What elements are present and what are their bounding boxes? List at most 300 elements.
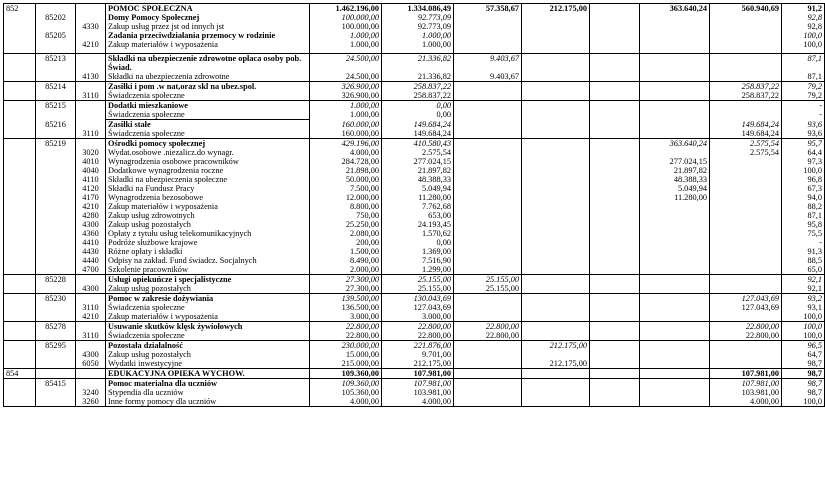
name-cell: Pozostała działalność <box>106 341 310 351</box>
paragraf-cell <box>76 341 106 351</box>
col8-cell <box>522 91 590 101</box>
table-row <box>4 72 825 82</box>
percent-cell: 87,1 <box>782 54 825 73</box>
table-row <box>4 229 825 238</box>
plan-cell: 136.500,00 <box>310 303 382 312</box>
col10-cell <box>640 229 710 238</box>
dzial-cell <box>4 211 36 220</box>
col9-cell <box>590 22 640 31</box>
col9-cell <box>590 350 640 359</box>
col10-cell <box>640 284 710 294</box>
col10-cell <box>640 54 710 73</box>
table-row <box>4 4 825 14</box>
name-cell: Zasiłki stałe <box>106 120 310 130</box>
col7-cell <box>454 157 522 166</box>
percent-cell: 91,2 <box>782 4 825 14</box>
paragraf-cell: 4210 <box>76 202 106 211</box>
col10-cell: 363.640,24 <box>640 4 710 14</box>
wykonanie-cell: 21.897,82 <box>382 166 454 175</box>
wykonanie-cell: 92.773,09 <box>382 22 454 31</box>
col8-cell <box>522 157 590 166</box>
plan-cell: 750,00 <box>310 211 382 220</box>
col7-cell <box>454 379 522 389</box>
wykonanie-cell: 1.299,00 <box>382 265 454 275</box>
col10-cell <box>640 247 710 256</box>
name-cell: Świadczenia społeczne <box>106 331 310 341</box>
col11-cell <box>710 202 782 211</box>
col11-cell <box>710 184 782 193</box>
percent-cell: 97,3 <box>782 157 825 166</box>
percent-cell: 93,6 <box>782 120 825 130</box>
wykonanie-cell: 92.773,09 <box>382 13 454 22</box>
paragraf-cell <box>76 120 106 130</box>
name-cell: Wydatki inwestycyjne <box>106 359 310 369</box>
col10-cell <box>640 265 710 275</box>
col7-cell <box>454 148 522 157</box>
table-row <box>4 379 825 389</box>
col11-cell <box>710 229 782 238</box>
col7-cell: 57.358,67 <box>454 4 522 14</box>
col9-cell <box>590 31 640 40</box>
table-row <box>4 322 825 332</box>
col7-cell <box>454 175 522 184</box>
plan-cell: 7.500,00 <box>310 184 382 193</box>
wykonanie-cell: 127.043,69 <box>382 303 454 312</box>
rozdzial-cell <box>36 166 76 175</box>
wykonanie-cell: 21.336,82 <box>382 72 454 82</box>
paragraf-cell: 4170 <box>76 193 106 202</box>
col9-cell <box>590 341 640 351</box>
wykonanie-cell: 277.024,15 <box>382 157 454 166</box>
col10-cell <box>640 22 710 31</box>
col8-cell <box>522 256 590 265</box>
wykonanie-cell: 149.684,24 <box>382 129 454 139</box>
col9-cell <box>590 129 640 139</box>
plan-cell: 215.000,00 <box>310 359 382 369</box>
rozdzial-cell <box>36 312 76 322</box>
plan-cell: 1.000,00 <box>310 40 382 49</box>
col11-cell: 107.981,00 <box>710 379 782 389</box>
col10-cell: 5.049,94 <box>640 184 710 193</box>
col9-cell <box>590 4 640 14</box>
name-cell: Świadczenia społeczne <box>106 303 310 312</box>
plan-cell: 27.300,00 <box>310 284 382 294</box>
paragraf-cell: 3260 <box>76 397 106 407</box>
table-row <box>4 265 825 275</box>
rozdzial-cell <box>36 247 76 256</box>
percent-cell: 96,8 <box>782 175 825 184</box>
col9-cell <box>590 139 640 149</box>
col7-cell <box>454 211 522 220</box>
name-cell: Zakup materiałów i wyposażenia <box>106 312 310 322</box>
dzial-cell <box>4 129 36 139</box>
wykonanie-cell: 25.155,00 <box>382 284 454 294</box>
plan-cell: 24.500,00 <box>310 72 382 82</box>
col10-cell <box>640 331 710 341</box>
col11-cell: 258.837,22 <box>710 91 782 101</box>
col7-cell: 22.800,00 <box>454 322 522 332</box>
rozdzial-cell <box>36 22 76 31</box>
paragraf-cell <box>76 31 106 40</box>
table-row <box>4 82 825 92</box>
table-row <box>4 350 825 359</box>
rozdzial-cell <box>36 4 76 14</box>
rozdzial-cell <box>36 193 76 202</box>
col10-cell <box>640 72 710 82</box>
col11-cell: 149.684,24 <box>710 129 782 139</box>
name-cell: Usuwanie skutków klęsk żywiołowych <box>106 322 310 332</box>
wykonanie-cell: 1.000,00 <box>382 31 454 40</box>
col10-cell: 21.897,82 <box>640 166 710 175</box>
budget-table <box>3 3 825 407</box>
plan-cell: 4.000,00 <box>310 397 382 407</box>
rozdzial-cell <box>36 175 76 184</box>
col11-cell: 127.043,69 <box>710 303 782 312</box>
col7-cell <box>454 91 522 101</box>
plan-cell: 22.800,00 <box>310 331 382 341</box>
name-cell: Stypendia dla uczniów <box>106 388 310 397</box>
col9-cell <box>590 247 640 256</box>
col10-cell <box>640 294 710 304</box>
table-row <box>4 312 825 322</box>
wykonanie-cell: 3.000,00 <box>382 312 454 322</box>
col8-cell <box>522 193 590 202</box>
name-cell: Inne formy pomocy dla uczniów <box>106 397 310 407</box>
percent-cell: 98,7 <box>782 379 825 389</box>
percent-cell: 75,5 <box>782 229 825 238</box>
table-row <box>4 369 825 379</box>
dzial-cell <box>4 139 36 149</box>
col9-cell <box>590 397 640 407</box>
percent-cell: 88,5 <box>782 256 825 265</box>
col8-cell <box>522 211 590 220</box>
paragraf-cell: 3110 <box>76 303 106 312</box>
rozdzial-cell: 85202 <box>36 13 76 22</box>
name-cell: Ośrodki pomocy społecznej <box>106 139 310 149</box>
table-row <box>4 148 825 157</box>
name-cell: Zakup usług pozostałych <box>106 220 310 229</box>
name-cell: Składki na ubezpieczenie zdrowotne opłaca osoby pob. Świad. <box>106 54 310 73</box>
col10-cell <box>640 379 710 389</box>
col8-cell <box>522 175 590 184</box>
wykonanie-cell: 107.981,00 <box>382 369 454 379</box>
col9-cell <box>590 238 640 247</box>
dzial-cell <box>4 341 36 351</box>
col7-cell <box>454 256 522 265</box>
name-cell: Dodatkowe wynagrodzenia roczne <box>106 166 310 175</box>
col8-cell <box>522 247 590 256</box>
col7-cell <box>454 13 522 22</box>
dzial-cell <box>4 238 36 247</box>
plan-cell: 284.728,00 <box>310 157 382 166</box>
col11-cell <box>710 359 782 369</box>
wykonanie-cell: 25.155,00 <box>382 275 454 285</box>
name-cell: Składki na ubezpieczenia zdrowotne <box>106 72 310 82</box>
col11-cell: 2.575,54 <box>710 139 782 149</box>
col7-cell <box>454 359 522 369</box>
col9-cell <box>590 220 640 229</box>
percent-cell: 100,0 <box>782 322 825 332</box>
col8-cell <box>522 129 590 139</box>
col7-cell: 25.155,00 <box>454 275 522 285</box>
name-cell: Usługi opiekuńcze i specjalistyczne <box>106 275 310 285</box>
name-cell: Świadczenia społeczne <box>106 110 310 120</box>
col8-cell <box>522 54 590 73</box>
dzial-cell <box>4 157 36 166</box>
col11-cell: 4.000,00 <box>710 397 782 407</box>
col7-cell <box>454 166 522 175</box>
col7-cell <box>454 101 522 111</box>
plan-cell: 1.500,00 <box>310 247 382 256</box>
col8-cell <box>522 303 590 312</box>
col8-cell: 212.175,00 <box>522 4 590 14</box>
dzial-cell <box>4 82 36 92</box>
col11-cell <box>710 284 782 294</box>
dzial-cell <box>4 350 36 359</box>
dzial-cell <box>4 72 36 82</box>
col9-cell <box>590 275 640 285</box>
percent-cell: 95,8 <box>782 220 825 229</box>
col9-cell <box>590 40 640 49</box>
wykonanie-cell: 21.336,82 <box>382 54 454 73</box>
rozdzial-cell: 85219 <box>36 139 76 149</box>
col9-cell <box>590 101 640 111</box>
dzial-cell <box>4 247 36 256</box>
paragraf-cell <box>76 139 106 149</box>
col7-cell: 22.800,00 <box>454 331 522 341</box>
col11-cell <box>710 193 782 202</box>
dzial-cell <box>4 359 36 369</box>
table-row <box>4 359 825 369</box>
col7-cell <box>454 265 522 275</box>
percent-cell: 91,3 <box>782 247 825 256</box>
col11-cell <box>710 312 782 322</box>
col10-cell <box>640 110 710 120</box>
dzial-cell <box>4 54 36 73</box>
dzial-cell <box>4 379 36 389</box>
name-cell: Dodatki mieszkaniowe <box>106 101 310 111</box>
col11-cell: 258.837,22 <box>710 82 782 92</box>
dzial-cell <box>4 275 36 285</box>
col8-cell <box>522 101 590 111</box>
col7-cell <box>454 82 522 92</box>
rozdzial-cell <box>36 284 76 294</box>
col11-cell <box>710 256 782 265</box>
percent-cell: 93,1 <box>782 303 825 312</box>
percent-cell: 92,1 <box>782 284 825 294</box>
col9-cell <box>590 175 640 184</box>
col8-cell <box>522 148 590 157</box>
dzial-cell <box>4 148 36 157</box>
paragraf-cell <box>76 322 106 332</box>
table-row <box>4 202 825 211</box>
name-cell: Zasiłki i pom .w nat,oraz skl na ubez.spol. <box>106 82 310 92</box>
table-row <box>4 120 825 130</box>
col7-cell <box>454 40 522 49</box>
percent-cell: 98,7 <box>782 388 825 397</box>
percent-cell: 64,7 <box>782 350 825 359</box>
col8-cell <box>522 294 590 304</box>
col7-cell: 25.155,00 <box>454 284 522 294</box>
col10-cell <box>640 322 710 332</box>
table-row <box>4 40 825 49</box>
col11-cell <box>710 157 782 166</box>
col8-cell: 212.175,00 <box>522 341 590 351</box>
plan-cell: 1.000,00 <box>310 110 382 120</box>
wykonanie-cell: 4.000,00 <box>382 397 454 407</box>
table-row <box>4 157 825 166</box>
name-cell: Wynagrodzenia bezosobowe <box>106 193 310 202</box>
col11-cell <box>710 238 782 247</box>
rozdzial-cell: 85278 <box>36 322 76 332</box>
table-row <box>4 220 825 229</box>
plan-cell: 230.000,00 <box>310 341 382 351</box>
dzial-cell <box>4 175 36 184</box>
plan-cell: 200,00 <box>310 238 382 247</box>
percent-cell: 95,7 <box>782 139 825 149</box>
paragraf-cell <box>76 275 106 285</box>
col8-cell <box>522 31 590 40</box>
table-row <box>4 303 825 312</box>
rozdzial-cell <box>36 369 76 379</box>
name-cell: POMOC SPOŁECZNA <box>106 4 310 14</box>
col11-cell: 103.981,00 <box>710 388 782 397</box>
percent-cell: 94,0 <box>782 193 825 202</box>
rozdzial-cell <box>36 202 76 211</box>
dzial-cell: 854 <box>4 369 36 379</box>
col11-cell: 22.800,00 <box>710 322 782 332</box>
dzial-cell <box>4 120 36 130</box>
col8-cell <box>522 72 590 82</box>
dzial-cell <box>4 303 36 312</box>
col11-cell <box>710 211 782 220</box>
wykonanie-cell: 410.580,43 <box>382 139 454 149</box>
col10-cell <box>640 91 710 101</box>
percent-cell: 87,1 <box>782 211 825 220</box>
col10-cell <box>640 312 710 322</box>
col7-cell <box>454 193 522 202</box>
col9-cell <box>590 91 640 101</box>
col8-cell <box>522 322 590 332</box>
col9-cell <box>590 211 640 220</box>
dzial-cell <box>4 202 36 211</box>
percent-cell: 93,6 <box>782 129 825 139</box>
dzial-cell <box>4 22 36 31</box>
wykonanie-cell: 5.049,94 <box>382 184 454 193</box>
col11-cell: 2.575,54 <box>710 148 782 157</box>
table-row <box>4 388 825 397</box>
col7-cell <box>454 350 522 359</box>
rozdzial-cell <box>36 388 76 397</box>
col7-cell <box>454 139 522 149</box>
paragraf-cell: 4300 <box>76 284 106 294</box>
percent-cell: 67,3 <box>782 184 825 193</box>
col8-cell <box>522 120 590 130</box>
wykonanie-cell: 0,00 <box>382 110 454 120</box>
col10-cell <box>640 220 710 229</box>
wykonanie-cell: 22.800,00 <box>382 331 454 341</box>
table-row <box>4 341 825 351</box>
dzial-cell: 852 <box>4 4 36 14</box>
col7-cell <box>454 388 522 397</box>
col9-cell <box>590 202 640 211</box>
dzial-cell <box>4 322 36 332</box>
col10-cell: 277.024,15 <box>640 157 710 166</box>
paragraf-cell <box>76 82 106 92</box>
col11-cell <box>710 220 782 229</box>
col7-cell: 9.403,67 <box>454 72 522 82</box>
name-cell: Szkolenie pracowników <box>106 265 310 275</box>
col11-cell <box>710 175 782 184</box>
name-cell: Pomoc w zakresie dożywiania <box>106 294 310 304</box>
table-row <box>4 175 825 184</box>
plan-cell: 15.000,00 <box>310 350 382 359</box>
paragraf-cell: 4300 <box>76 350 106 359</box>
paragraf-cell: 4280 <box>76 211 106 220</box>
col9-cell <box>590 148 640 157</box>
col8-cell <box>522 82 590 92</box>
dzial-cell <box>4 101 36 111</box>
col10-cell <box>640 359 710 369</box>
col10-cell <box>640 202 710 211</box>
plan-cell: 21.898,00 <box>310 166 382 175</box>
percent-cell: - <box>782 110 825 120</box>
percent-cell: 100,0 <box>782 312 825 322</box>
wykonanie-cell: 11.280,00 <box>382 193 454 202</box>
rozdzial-cell <box>36 211 76 220</box>
dzial-cell <box>4 256 36 265</box>
col8-cell <box>522 350 590 359</box>
wykonanie-cell: 0,00 <box>382 101 454 111</box>
table-row <box>4 193 825 202</box>
table-row <box>4 129 825 139</box>
name-cell: Zakup usług pozostałych <box>106 350 310 359</box>
paragraf-cell: 4010 <box>76 157 106 166</box>
percent-cell: 100,0 <box>782 40 825 49</box>
wykonanie-cell: 24.193,45 <box>382 220 454 229</box>
rozdzial-cell: 85228 <box>36 275 76 285</box>
paragraf-cell: 4130 <box>76 72 106 82</box>
rozdzial-cell <box>36 184 76 193</box>
dzial-cell <box>4 397 36 407</box>
plan-cell: 25.250,00 <box>310 220 382 229</box>
col8-cell <box>522 331 590 341</box>
name-cell: Zakup usług zdrowotnych <box>106 211 310 220</box>
col7-cell <box>454 312 522 322</box>
col9-cell <box>590 256 640 265</box>
plan-cell: 160.000,00 <box>310 129 382 139</box>
col11-cell: 107.981,00 <box>710 369 782 379</box>
col10-cell <box>640 256 710 265</box>
name-cell: Odpisy na zakład. Fund świadcz. Socjalnych <box>106 256 310 265</box>
paragraf-cell <box>76 4 106 14</box>
wykonanie-cell: 2.575,54 <box>382 148 454 157</box>
col8-cell <box>522 312 590 322</box>
col11-cell <box>710 247 782 256</box>
wykonanie-cell: 221.876,00 <box>382 341 454 351</box>
col10-cell: 11.280,00 <box>640 193 710 202</box>
rozdzial-cell <box>36 220 76 229</box>
col9-cell <box>590 359 640 369</box>
col7-cell <box>454 202 522 211</box>
name-cell: Wynagrodzenia osobowe pracowników <box>106 157 310 166</box>
col11-cell: 149.684,24 <box>710 120 782 130</box>
rozdzial-cell: 85215 <box>36 101 76 111</box>
rozdzial-cell <box>36 129 76 139</box>
name-cell: Świadczenia społeczne <box>106 129 310 139</box>
col11-cell <box>710 72 782 82</box>
table-row <box>4 211 825 220</box>
